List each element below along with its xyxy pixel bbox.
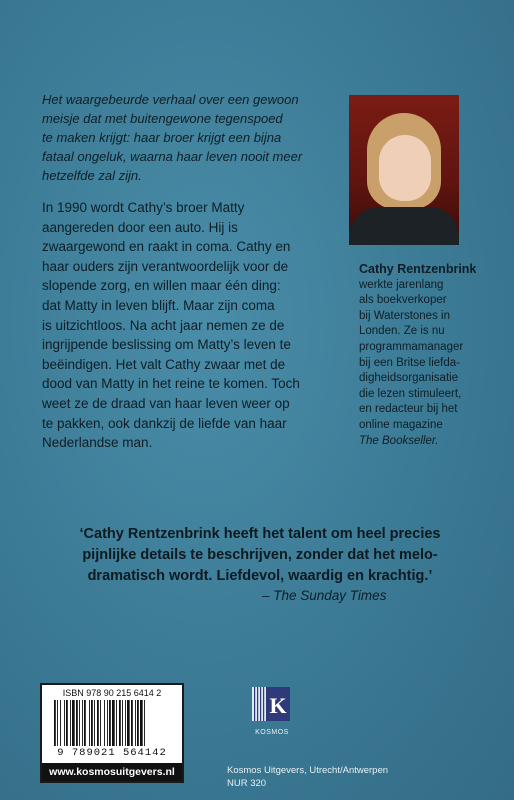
synopsis-line: dood van Matty in het reine te komen. Toch [42,376,300,392]
bio-line: Londen. Ze is nu [359,325,445,338]
bio-line: digheidsorganisatie [359,372,459,385]
quote-line: ‘Cathy Rentzenbrink heeft het talent om heel precies [79,526,441,542]
nur-code: NUR 320 [227,778,267,789]
author-name: Cathy Rentzenbrink [359,262,477,276]
synopsis-line: ingrijpende beslissing om Matty’s leven te [42,337,291,353]
bio-line: en redacteur bij het [359,403,458,416]
intro-line: te maken krijgt: haar broer krijgt een bijna [42,130,282,145]
barcode-bars [52,700,172,746]
intro-line: fataal ongeluk, waarna haar leven nooit meer [42,149,303,164]
isbn-number: ISBN 978 90 215 6414 2 [62,688,162,698]
quote-line: dramatisch wordt. Liefdevol, waardig en krachtig.’ [87,568,433,584]
synopsis-line: aangereden door een auto. Hij is [42,219,238,235]
author-photo-scarf [349,207,459,245]
intro-paragraph [42,90,342,185]
intro-line: hetzelfde zal zijn. [42,168,142,183]
quote-line: pijnlijke details te beschrijven, zonder dat het melo- [82,547,438,563]
intro-line: Het waargebeurde verhaal over een gewoon [42,92,299,107]
bio-line: die lezen stimuleert, [359,387,462,400]
bio-line: als boekverkoper [359,294,447,307]
kosmos-logo [252,685,292,723]
synopsis-line: te pakken, ook dankzij de liefde van haar [42,415,287,431]
intro-line: meisje dat met buitengewone tegenspoed [42,111,283,126]
logo-wordmark: KOSMOS [255,729,289,736]
bio-line: bij Waterstones in [359,309,450,322]
synopsis-line: dat Matty in leven blijft. Maar zijn coma [42,297,275,313]
synopsis-paragraph [42,198,340,453]
synopsis-line: beëindigen. Het valt Cathy zwaar met de [42,356,286,372]
barcode-digits: 9 789021 564142 [57,747,167,759]
author-photo-face [379,135,431,201]
quote-source: – The Sunday Times [262,588,387,603]
synopsis-line: Nederlandse man. [42,435,153,451]
author-bio [359,262,499,449]
synopsis-line: weet ze de draad van haar leven weer op [42,395,290,411]
synopsis-line: is uitzichtloos. Na acht jaar nemen ze de [42,317,285,333]
review-quote [40,524,480,587]
synopsis-line: slopende zorg, en willen maar één ding: [42,278,281,294]
bio-line: online magazine [359,418,443,431]
bio-line: bij een Britse liefda- [359,356,460,369]
bio-line: programmamanager [359,340,464,353]
synopsis-line: zwaargewond en raakt in coma. Cathy en [42,239,291,255]
bio-line: werkte jarenlang [359,278,444,291]
publisher-line: Kosmos Uitgevers, Utrecht/Antwerpen [227,765,389,776]
logo-stripes [252,687,266,721]
logo-letter: K [269,693,287,718]
author-photo [349,95,459,245]
publisher-info [227,764,388,790]
publisher-website: www.kosmosuitgevers.nl [42,763,182,781]
barcode-label [40,683,184,783]
synopsis-line: In 1990 wordt Cathy’s broer Matty [42,200,245,215]
synopsis-line: haar ouders zijn verantwoordelijk voor de [42,258,289,274]
bio-magazine: The Bookseller. [359,434,439,447]
